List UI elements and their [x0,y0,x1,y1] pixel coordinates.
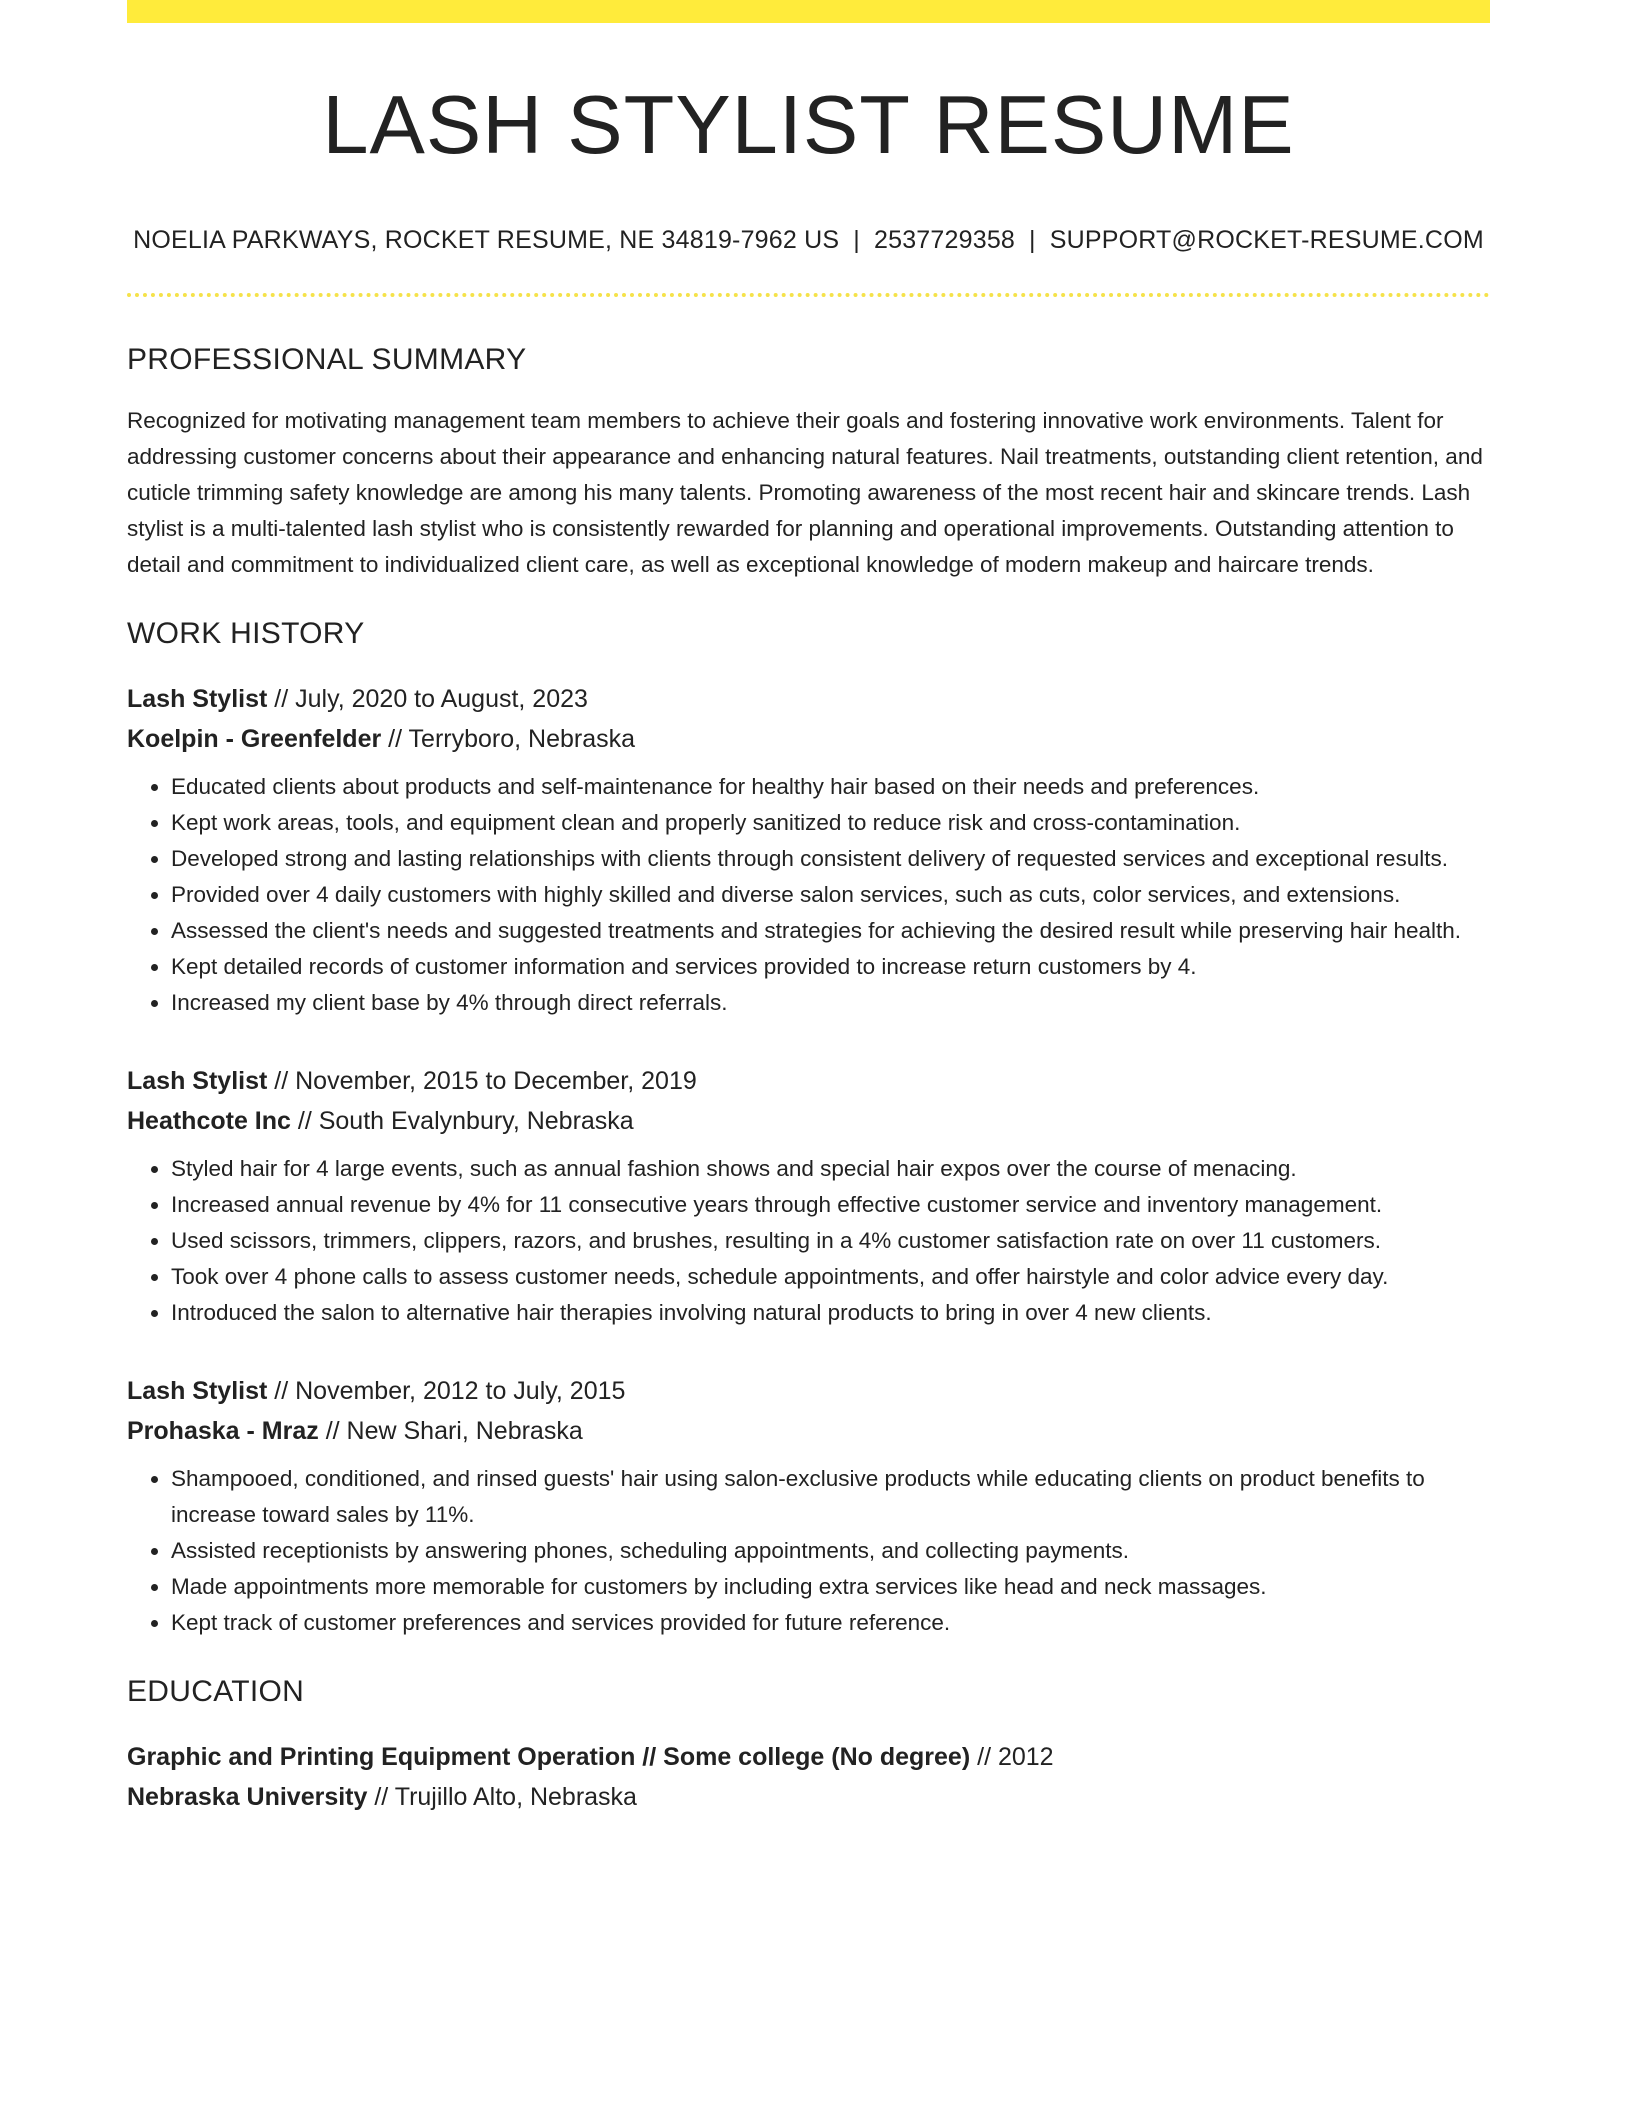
resume-page [127,0,1490,1817]
duty-item: • Assessed the client's needs and suggested treatments and strategies for achieving the desired result while preserving hair health. [171,913,1490,949]
job-duties [127,769,1490,1021]
education-year: // 2012 [970,1743,1054,1771]
work-history-heading: WORK HISTORY [127,617,365,650]
job-company: Heathcote Inc [127,1107,291,1135]
job-title-line [127,1371,1490,1411]
job-entry [127,679,1490,1021]
contact-separator: | [1029,226,1036,254]
duty-item: • Took over 4 phone calls to assess customer needs, schedule appointments, and offer hairstyle and color advice every day. [171,1259,1490,1295]
duty-item: • Kept track of customer preferences and services provided for future reference. [171,1605,1490,1641]
accent-bar [127,0,1490,23]
contact-separator: | [853,226,860,254]
duty-item: • Kept work areas, tools, and equipment clean and properly sanitized to reduce risk and cross-contamination. [171,805,1490,841]
duty-item: • Developed strong and lasting relationships with clients through consistent delivery of requested services and exceptional results. [171,841,1490,877]
duty-item: • Increased my client base by 4% through direct referrals. [171,985,1490,1021]
contact-line [127,228,1490,253]
education-degree: Graphic and Printing Equipment Operation // Some college (No degree) [127,1743,971,1771]
education-degree-line [127,1737,1490,1777]
job-company-line [127,1411,1490,1451]
job-entry [127,1371,1490,1641]
job-location: // South Evalynbury, Nebraska [290,1107,634,1135]
duty-item: • Introduced the salon to alternative hair therapies involving natural products to bring in over 4 new clients. [171,1295,1490,1331]
duty-item: • Assisted receptionists by answering phones, scheduling appointments, and collecting payments. [171,1533,1490,1569]
duty-item: • Increased annual revenue by 4% for 11 consecutive years through effective customer service and inventory management. [171,1187,1490,1223]
dotted-divider [127,293,1490,297]
duty-item: • Shampooed, conditioned, and rinsed guests' hair using salon-exclusive products while educating clients on product benefits to increase toward sales by 11%. [171,1461,1490,1533]
job-title: Lash Stylist [127,1067,268,1095]
duty-item: • Used scissors, trimmers, clippers, razors, and brushes, resulting in a 4% customer satisfaction rate on over 11 customers. [171,1223,1490,1259]
contact-phone: 2537729358 [873,226,1016,254]
job-company-line [127,1101,1490,1141]
education-school-line [127,1777,1490,1817]
job-title-line [127,679,1490,719]
job-dates: // November, 2012 to July, 2015 [267,1377,626,1405]
job-company-line [127,719,1490,759]
job-dates: // November, 2015 to December, 2019 [267,1067,697,1095]
work-history-list [127,679,1490,1641]
summary-text: Recognized for motivating management team members to achieve their goals and fostering innovative work environments. Talent for addressing customer concerns about their appearance and enhancing natural features. Nail treatments, outstanding client retention, and cuticle trimming safety knowledge are among his many talents. Promoting awareness of the most recent hair and skincare trends. Lash stylist is a multi-talented lash stylist who is consistently rewarded for planning and operational improvements. Outstanding attention to detail and commitment to individualized client care, as well as exceptional knowledge of modern makeup and haircare trends. [127,408,1483,577]
job-duties [127,1151,1490,1331]
job-entry [127,1061,1490,1331]
duty-item: • Styled hair for 4 large events, such as annual fashion shows and special hair expos over the course of menacing. [171,1151,1490,1187]
duty-item: • Educated clients about products and self-maintenance for healthy hair based on their needs and preferences. [171,769,1490,805]
job-title: Lash Stylist [127,1377,268,1405]
duty-item: • Made appointments more memorable for customers by including extra services like head and neck massages. [171,1569,1490,1605]
education-location: // Trujillo Alto, Nebraska [367,1783,637,1811]
job-location: // Terryboro, Nebraska [381,725,636,753]
contact-email: SUPPORT@ROCKET-RESUME.COM [1049,226,1484,254]
resume-title: LASH STYLIST RESUME [322,78,1295,171]
job-duties [127,1461,1490,1641]
job-company: Prohaska - Mraz [127,1417,319,1445]
duty-item: • Kept detailed records of customer information and services provided to increase return customers by 4. [171,949,1490,985]
job-title: Lash Stylist [127,685,268,713]
education-school: Nebraska University [127,1783,368,1811]
education-heading: EDUCATION [127,1675,305,1708]
job-dates: // July, 2020 to August, 2023 [267,685,588,713]
job-title-line [127,1061,1490,1101]
education-entry [127,1737,1490,1817]
duty-item: • Provided over 4 daily customers with highly skilled and diverse salon services, such as cuts, color services, and extensions. [171,877,1490,913]
contact-address: NOELIA PARKWAYS, ROCKET RESUME, NE 34819-7962 US [133,226,840,254]
job-location: // New Shari, Nebraska [318,1417,583,1445]
summary-heading: PROFESSIONAL SUMMARY [127,343,527,376]
job-company: Koelpin - Greenfelder [127,725,382,753]
